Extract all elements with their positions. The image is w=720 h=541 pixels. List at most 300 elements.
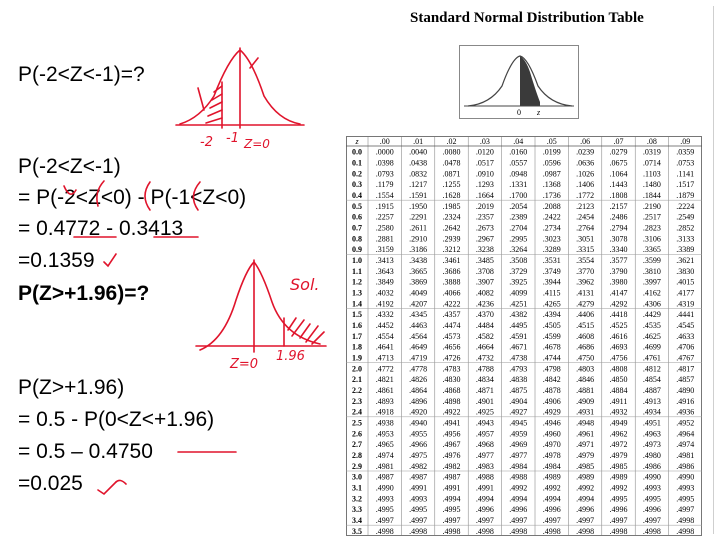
table-cell: .4985 (576, 461, 595, 471)
table-cell: .4192 (375, 299, 394, 309)
table-cell: .4916 (676, 396, 695, 406)
table-cell: .4115 (542, 288, 561, 298)
table-cell: .4864 (409, 385, 428, 395)
table-cell: .3238 (475, 245, 494, 255)
table-cell: .3212 (442, 245, 461, 255)
table-cell: .4896 (409, 396, 428, 406)
table-cell: .1064 (609, 169, 628, 179)
table-cell: .3023 (542, 234, 561, 244)
table-cell: .3686 (442, 266, 461, 276)
table-cell: .4981 (375, 461, 394, 471)
table-cell: .4996 (642, 505, 661, 515)
table-cell: .1368 (542, 180, 561, 190)
table-cell: .3997 (642, 277, 661, 287)
solution-1-line-1: P(-2<Z<-1) (18, 155, 121, 178)
table-cell: .4994 (576, 494, 595, 504)
table-cell: .4953 (375, 429, 394, 439)
table-cell: .4803 (576, 364, 595, 374)
table-cell: .4997 (576, 515, 595, 525)
table-cell: .1664 (475, 190, 494, 200)
table-cell: .4957 (475, 429, 494, 439)
table-cell: .0160 (509, 147, 528, 157)
table-cell: .4812 (642, 364, 661, 374)
table-cell: .4991 (409, 483, 428, 493)
table-cell: .3106 (642, 234, 661, 244)
table-cell: .4918 (375, 407, 394, 417)
table-row-z: 3.2 (352, 494, 362, 504)
table-cell: .0832 (409, 169, 428, 179)
solution-2-line-2: = 0.5 - P(0<Z<+1.96) (18, 408, 215, 431)
table-cell: .4535 (642, 320, 661, 330)
table-cell: .4884 (609, 385, 628, 395)
table-cell: .0398 (375, 158, 394, 168)
table-cell: .4732 (475, 353, 494, 363)
table-cell: .4965 (375, 440, 394, 450)
table-cell: .2580 (375, 223, 394, 233)
table-cell: .1950 (409, 201, 428, 211)
table-row-z: 1.9 (352, 353, 362, 363)
table-cell: .0080 (442, 147, 461, 157)
table-cell: .4925 (475, 407, 494, 417)
solution-1-line-2: = P(-2<Z<0) - P(-1<Z<0) (18, 186, 247, 209)
table-cell: .4995 (375, 505, 394, 515)
table-cell: .4983 (475, 461, 494, 471)
table-cell: .4778 (409, 364, 428, 374)
question-1: P(-2<Z<-1)=? (18, 63, 145, 86)
table-cell: .4545 (676, 320, 695, 330)
table-cell: .4147 (609, 288, 628, 298)
table-cell: .3554 (576, 255, 595, 265)
sketch2-label-196: 1.96 (276, 349, 305, 364)
table-cell: .4881 (576, 385, 595, 395)
table-cell: .4357 (442, 310, 461, 320)
table-cell: .0596 (542, 158, 561, 168)
table-cell: .3729 (509, 266, 528, 276)
table-cell: .3869 (409, 277, 428, 287)
table-cell: .4911 (609, 396, 628, 406)
table-cell: .4713 (375, 353, 394, 363)
table-cell: .2673 (475, 223, 494, 233)
table-row-z: 2.7 (352, 440, 362, 450)
table-cell: .4966 (409, 440, 428, 450)
table-cell: .4633 (676, 331, 695, 341)
table-cell: .4991 (442, 483, 461, 493)
table-row-z: 3.4 (352, 515, 362, 525)
table-cell: .3051 (576, 234, 595, 244)
table-cell: .4992 (542, 483, 561, 493)
table-cell: .4850 (609, 375, 628, 385)
table-cell: .1985 (442, 201, 461, 211)
table-row-z: 3.1 (352, 483, 362, 493)
table-cell: .4979 (609, 450, 628, 460)
table-cell: .4913 (642, 396, 661, 406)
table-header-cell: .03 (479, 137, 490, 146)
table-cell: .4932 (609, 407, 628, 417)
table-cell: .4995 (642, 494, 661, 504)
table-row-z: 0.8 (352, 234, 362, 244)
table-cell: .4893 (375, 396, 394, 406)
table-cell: .4909 (576, 396, 595, 406)
table-cell: .2324 (442, 212, 461, 222)
table-cell: .4406 (576, 310, 595, 320)
table-cell: .2224 (676, 201, 695, 211)
table-cell: .4649 (409, 342, 428, 352)
sketch-bell-curve-1 (176, 48, 304, 128)
table-cell: .3438 (409, 255, 428, 265)
table-cell: .4996 (542, 505, 561, 515)
table-cell: .1915 (375, 201, 394, 211)
table-cell: .0675 (609, 158, 628, 168)
table-title: Standard Normal Distribution Table (410, 10, 644, 26)
table-cell: .3315 (576, 245, 595, 255)
table-cell: .3461 (442, 255, 461, 265)
table-cell: .4962 (609, 429, 628, 439)
sketch2-label-z0: Z=0 (230, 357, 259, 372)
table-cell: .4967 (442, 440, 461, 450)
table-cell: .2995 (509, 234, 528, 244)
table-cell: .4591 (509, 331, 528, 341)
sketch1-label-z0: Z=0 (244, 137, 270, 151)
table-header-cell: .04 (513, 137, 524, 146)
table-cell: .0438 (409, 158, 428, 168)
table-cell: .4842 (542, 375, 561, 385)
table-cell: .4922 (442, 407, 461, 417)
checkmark-2 (98, 482, 116, 494)
table-cell: .4998 (509, 526, 528, 536)
table-row-z: 0.9 (352, 245, 362, 255)
table-cell: .4678 (542, 342, 561, 352)
table-cell: .3888 (442, 277, 461, 287)
table-cell: .4992 (576, 483, 595, 493)
table-cell: .4887 (642, 385, 661, 395)
table-cell: .4767 (676, 353, 695, 363)
table-row-z: 1.2 (352, 277, 362, 287)
table-cell: .4963 (642, 429, 661, 439)
table-cell: .4625 (642, 331, 661, 341)
table-cell: .4332 (375, 310, 394, 320)
table-cell: .4984 (509, 461, 528, 471)
table-cell: .4998 (676, 526, 695, 536)
table-row-z: 0.2 (352, 169, 362, 179)
table-cell: .4798 (542, 364, 561, 374)
thumbnail-curve (460, 46, 578, 118)
table-cell: .2088 (542, 201, 561, 211)
table-cell: .4441 (676, 310, 695, 320)
table-cell: .2881 (375, 234, 394, 244)
table-cell: .4656 (442, 342, 461, 352)
table-cell: .4989 (576, 472, 595, 482)
table-cell: .3770 (576, 266, 595, 276)
table-cell: .4994 (509, 494, 528, 504)
table-cell: .2291 (409, 212, 428, 222)
table-cell: .4959 (509, 429, 528, 439)
table-cell: .0910 (475, 169, 494, 179)
table-cell: .4961 (576, 429, 595, 439)
table-cell: .3485 (475, 255, 494, 265)
table-cell: .2190 (642, 201, 661, 211)
table-cell: .4987 (375, 472, 394, 482)
table-row-z: 2.5 (352, 418, 362, 428)
table-cell: .4319 (676, 299, 695, 309)
table-cell: .4997 (475, 515, 494, 525)
table-cell: .4994 (442, 494, 461, 504)
table-header-cell: z (355, 137, 359, 146)
table-cell: .4207 (409, 299, 428, 309)
table-cell: .4970 (542, 440, 561, 450)
table-cell: .4998 (375, 526, 394, 536)
table-cell: .4515 (576, 320, 595, 330)
table-row-z: 0.1 (352, 158, 362, 168)
table-header-cell: .00 (379, 137, 390, 146)
table-cell: .2704 (509, 223, 528, 233)
table-cell: .4049 (409, 288, 428, 298)
table-cell: .3264 (509, 245, 528, 255)
table-cell: .4943 (475, 418, 494, 428)
table-cell: .4934 (642, 407, 661, 417)
table-cell: .4980 (642, 450, 661, 460)
table-cell: .0714 (642, 158, 661, 168)
table-cell: .4265 (542, 299, 561, 309)
table-cell: .4995 (409, 505, 428, 515)
table-header-cell: .07 (613, 137, 624, 146)
table-cell: .4955 (409, 429, 428, 439)
table-row-z: 2.3 (352, 396, 362, 406)
table-cell: .4982 (409, 461, 428, 471)
table-cell: .4998 (409, 526, 428, 536)
solution-2-line-3: = 0.5 – 0.4750 (18, 440, 153, 463)
table-cell: .4987 (409, 472, 428, 482)
table-cell: .4929 (542, 407, 561, 417)
table-cell: .4997 (409, 515, 428, 525)
table-cell: .4906 (542, 396, 561, 406)
table-cell: .1879 (676, 190, 695, 200)
table-cell: .4838 (509, 375, 528, 385)
table-cell: .4898 (442, 396, 461, 406)
table-cell: .4222 (442, 299, 461, 309)
sketch1-label-minus1: -1 (226, 131, 239, 146)
table-row-z: 2.1 (352, 375, 362, 385)
table-cell: .0040 (409, 147, 428, 157)
table-cell: .4772 (375, 364, 394, 374)
table-row-z: 3.3 (352, 505, 362, 515)
table-row-z: 1.3 (352, 288, 362, 298)
table-cell: .4998 (576, 526, 595, 536)
table-cell: .3643 (375, 266, 394, 276)
table-cell: .4972 (609, 440, 628, 450)
table-cell: .1026 (576, 169, 595, 179)
table-cell: .2967 (475, 234, 494, 244)
table-cell: .0871 (442, 169, 461, 179)
table-cell: .4997 (609, 515, 628, 525)
table-row-z: 0.5 (352, 201, 362, 211)
table-cell: .3962 (576, 277, 595, 287)
table-cell: .1331 (509, 180, 528, 190)
table-cell: .4992 (609, 483, 628, 493)
solution-1-result: =0.1359 (18, 249, 95, 272)
table-cell: .3186 (409, 245, 428, 255)
table-cell: .2054 (509, 201, 528, 211)
table-cell: .4984 (542, 461, 561, 471)
table-cell: .4988 (475, 472, 494, 482)
table-header-cell: .06 (580, 137, 591, 146)
table-row-z: 1.5 (352, 310, 362, 320)
table-cell: .4699 (642, 342, 661, 352)
table-cell: .4525 (609, 320, 628, 330)
table-cell: .0753 (676, 158, 695, 168)
table-cell: .2257 (375, 212, 394, 222)
table-cell: .4345 (409, 310, 428, 320)
sketch-bell-curve-2 (196, 260, 326, 352)
table-cell: .2611 (409, 223, 427, 233)
table-cell: .2517 (642, 212, 661, 222)
table-cell: .4997 (375, 515, 394, 525)
question-2: P(Z>+1.96)=? (18, 282, 150, 305)
table-cell: .4738 (509, 353, 528, 363)
table-cell: .2794 (609, 223, 628, 233)
table-row-z: 2.6 (352, 429, 362, 439)
table-cell: .4901 (475, 396, 494, 406)
table-cell: .3621 (676, 255, 695, 265)
table-cell: .4750 (576, 353, 595, 363)
table-cell: .4394 (542, 310, 561, 320)
solution-2-line-1: P(Z>+1.96) (18, 376, 125, 399)
table-cell: .1554 (375, 190, 394, 200)
table-cell: .4608 (576, 331, 595, 341)
table-cell: .4306 (642, 299, 661, 309)
table-cell: .1443 (609, 180, 628, 190)
table-cell: .4949 (609, 418, 628, 428)
table-cell: .3925 (509, 277, 528, 287)
table-cell: .4971 (576, 440, 595, 450)
table-cell: .2422 (542, 212, 561, 222)
table-cell: .0478 (442, 158, 461, 168)
table-cell: .4890 (676, 385, 695, 395)
table-cell: .4948 (576, 418, 595, 428)
table-cell: .4991 (475, 483, 494, 493)
table-header-cell: .02 (446, 137, 457, 146)
table-cell: .4573 (442, 331, 461, 341)
table-cell: .4463 (409, 320, 428, 330)
slide-edge (713, 6, 714, 534)
table-cell: .3599 (642, 255, 661, 265)
table-cell: .4131 (576, 288, 595, 298)
table-cell: .0793 (375, 169, 394, 179)
table-cell: .4826 (409, 375, 428, 385)
table-cell: .4783 (442, 364, 461, 374)
table-cell: .4817 (676, 364, 695, 374)
table-cell: .2823 (642, 223, 661, 233)
table-row-z: 2.9 (352, 461, 362, 471)
table-cell: .4979 (576, 450, 595, 460)
table-cell: .4940 (409, 418, 428, 428)
table-cell: .2357 (475, 212, 494, 222)
table-cell: .0948 (509, 169, 528, 179)
table-row-z: 0.6 (352, 212, 362, 222)
table-cell: .4956 (442, 429, 461, 439)
table-cell: .4989 (542, 472, 561, 482)
table-cell: .4370 (475, 310, 494, 320)
table-cell: .4726 (442, 353, 461, 363)
table-header-cell: .08 (646, 137, 657, 146)
table-cell: .2764 (576, 223, 595, 233)
table-cell: .4821 (375, 375, 394, 385)
table-cell: .4846 (576, 375, 595, 385)
table-row-z: 1.0 (352, 255, 362, 265)
table-cell: .4976 (442, 450, 461, 460)
table-cell: .4997 (676, 505, 695, 515)
table-cell: .0120 (475, 147, 494, 157)
table-cell: .4756 (609, 353, 628, 363)
table-cell: .4951 (642, 418, 661, 428)
table-cell: .4995 (676, 494, 695, 504)
table-cell: .4236 (475, 299, 494, 309)
table-cell: .2910 (409, 234, 428, 244)
table-cell: .4495 (509, 320, 528, 330)
table-cell: .1480 (642, 180, 661, 190)
table-cell: .1844 (642, 190, 661, 200)
table-cell: .1217 (409, 180, 428, 190)
table-row-z: 2.0 (352, 364, 362, 374)
solution-1-line-3: = 0.4772 - 0.3413 (18, 217, 184, 240)
table-cell: .4981 (676, 450, 695, 460)
table-cell: .1179 (375, 180, 394, 190)
table-cell: .4793 (509, 364, 528, 374)
table-cell: .4599 (542, 331, 561, 341)
table-row-z: 1.8 (352, 342, 362, 352)
table-cell: .4968 (475, 440, 494, 450)
table-cell: .4927 (509, 407, 528, 417)
table-cell: .4997 (442, 515, 461, 525)
table-cell: .1808 (609, 190, 628, 200)
table-cell: .4452 (375, 320, 394, 330)
table-cell: .4960 (542, 429, 561, 439)
table-cell: .4788 (475, 364, 494, 374)
table-cell: .2123 (576, 201, 595, 211)
table-cell: .3830 (676, 266, 695, 276)
table-cell: .3340 (609, 245, 628, 255)
table-row-z: 1.6 (352, 320, 362, 330)
table-cell: .4952 (676, 418, 695, 428)
table-cell: .4664 (475, 342, 494, 352)
table-cell: .4995 (609, 494, 628, 504)
table-row-z: 0.4 (352, 190, 362, 200)
table-cell: .3531 (542, 255, 561, 265)
table-cell: .2019 (475, 201, 494, 211)
table-cell: .4671 (509, 342, 528, 352)
table-cell: .0359 (676, 147, 695, 157)
table-cell: .4987 (442, 472, 461, 482)
table-cell: .3849 (375, 277, 394, 287)
table-cell: .1255 (442, 180, 461, 190)
z-table (346, 136, 702, 536)
sketch1-label-minus2: -2 (200, 135, 213, 150)
table-cell: .3810 (642, 266, 661, 276)
table-cell: .0279 (609, 147, 628, 157)
table-cell: .4990 (375, 483, 394, 493)
table-cell: .4616 (609, 331, 628, 341)
table-cell: .4875 (509, 385, 528, 395)
table-cell: .4974 (676, 440, 695, 450)
table-cell: .4686 (576, 342, 595, 352)
table-cell: .4834 (475, 375, 494, 385)
table-cell: .4989 (609, 472, 628, 482)
table-cell: .2642 (442, 223, 461, 233)
table-cell: .4871 (475, 385, 494, 395)
table-cell: .4985 (609, 461, 628, 471)
table-cell: .4997 (642, 515, 661, 525)
table-cell: .4998 (475, 526, 494, 536)
table-cell: .3413 (375, 255, 394, 265)
